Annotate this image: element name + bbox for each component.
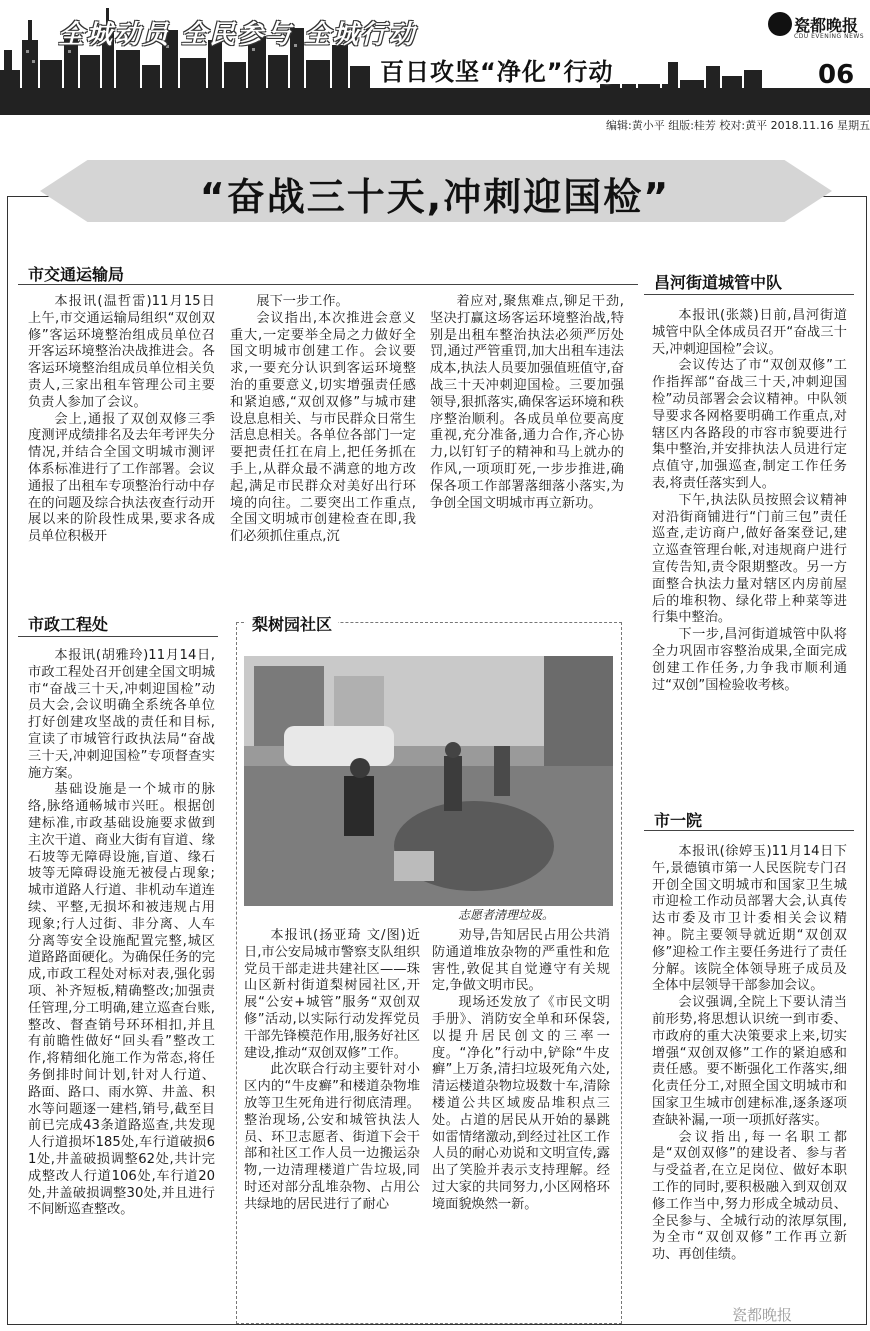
watermark-logo: 瓷都晚报 xyxy=(732,1306,793,1324)
article-lishuyuan-col2 xyxy=(432,928,610,1318)
photo-caption: 志愿者清理垃圾。 xyxy=(458,908,555,922)
header-rule xyxy=(0,113,870,115)
newspaper-subname: CDU EVENING NEWS xyxy=(794,33,865,40)
paragraph: 会议强调,全院上下要认清当前形势,将思想认识统一到市委、市政府的重大决策要求上来,切实增强“双创双修”工作的紧迫感和责任感。要不断强化工作落实,细化责任分工,对照全国文明城市和国家卫生城市创建标准,逐条逐项查缺补漏,一项一项抓好落实。 xyxy=(652,995,847,1128)
frame-border xyxy=(866,196,867,1324)
section-rule xyxy=(18,636,218,637)
paragraph: 此次联合行动主要针对小区内的“牛皮癣”和楼道杂物堆放等卫生死角进行彻底清理。整治现场,公安和城管执法人员、环卫志愿者、街道下会干部和社区工作人员一边搬运杂物,一边清理楼道广告垃圾,同时还对部分乱堆杂物、占用公共绿地的居民进行了耐心 xyxy=(244,1062,420,1212)
page-headline: “奋战三十天,冲刺迎国检” xyxy=(199,175,671,219)
newspaper-name: 瓷都晚报 xyxy=(794,16,859,35)
section-rule xyxy=(18,284,638,285)
paragraph: 会议指出,每一名职工都是“双创双修”的建设者、参与者与受益者,在立足岗位、做好本职工作的同时,要积极融入到双创双修工作当中,努力形成全城动员、全民参与、全城行动的浓厚氛围,为全市“双创双修”工作再立新功、再创佳绩。 xyxy=(652,1129,847,1263)
paragraph: 基础设施是一个城市的脉络,脉络通畅城市兴旺。根据创建标准,市政基础设施要求做到主次干道、商业大街有盲道、缘石坡等无障碍设施,盲道、缘石坡等无障碍设施无被侵占现象;城市道路人行道、非机动车道连续、平整,无损坏和被违规占用现象;行人过街、非分离、人车分离等安全设施配置完整,城区道路路面硬化。为确保任务的完成,市政工程处对标对表,强化弱项、补齐短板,精确整改;加强责任管理,分工明确,建立巡查台账,整改、督查销号环环相扣,并且有前瞻性做好“回头看”整改工作,将精细化施工作为常态,将任务倒排时间计划,针对人行道、路面、路口、雨水箅、井盖、积水等问题逐一建档,销号,截至目前已完成43条道路巡查,共发现人行道损坏185处,车行道破损61处,井盖破损调整62处,共计完成整改人行道106处,车行道20处,井盖破损调整30处,并且进行不间断巡查整改。 xyxy=(28,782,215,1218)
page-number: 06 xyxy=(818,60,855,90)
campaign-title: 百日攻坚“净化”行动 xyxy=(380,58,614,86)
paragraph: 本报讯(扬亚琦 文/图)近日,市公安局城市警察支队组织党员干部走进共建社区——珠山区新村街道梨树园社区,开展“公安+城管”服务“双创双修”活动,以实际行动发挥党员干部先锋模范作用,服务好社区建设,推动“双创双修”工作。 xyxy=(244,928,420,1061)
paragraph: 下午,执法队员按照会议精神对沿街商铺进行“门前三包”责任巡查,走访商户,做好备案登记,建立巡查管理台帐,对违规商户进行宣传告知,责令限期整改。另一方面整合执法力量对辖区内房前屋后的堆积物、绿化带上种菜等进行集中整治。 xyxy=(652,492,847,626)
paragraph: 展下一步工作。 xyxy=(256,294,349,309)
article-transport-col2 xyxy=(230,294,416,594)
paragraph: 本报讯(张燚)日前,昌河街道城管中队全体成员召开“奋战三十天,冲刺迎国检”会议。 xyxy=(652,308,847,357)
section-rule xyxy=(644,294,854,295)
paragraph: 劝导,告知居民占用公共消防通道堆放杂物的严重性和危害性,敦促其自觉遵守有关规定,争做文明市民。 xyxy=(432,928,610,994)
article-changhe xyxy=(652,308,847,786)
paragraph: 本报讯(胡雅玲)11月14日,市政工程处召开创建全国文明城市“奋战三十天,冲刺迎国检”动员大会,会议明确全系统各单位打好创建攻坚战的责任和目标,宣读了市城管行政执法局“奋战三十天,冲刺迎国检”专项督查实施方案。 xyxy=(28,648,215,781)
paragraph: 本报讯(徐婷玉)11月14日下午,景德镇市第一人民医院专门召开创全国文明城市和国家卫生城市迎检工作动员部署大会,认真传达市委及市卫计委相关会议精神。院主要领导就近期“双创双修”迎检工作主要任务进行了责任分解。该院全体领导班子成员及全体中层领导干部参加会议。 xyxy=(652,844,847,994)
editor-meta: 编辑:黄小平 组版:桂芳 校对:黄平 2018.11.16 星期五 xyxy=(606,119,870,132)
article-hospital xyxy=(652,844,847,1320)
section-title-municipal: 市政工程处 xyxy=(28,615,109,634)
section-title-transport: 市交通运输局 xyxy=(28,265,125,284)
newspaper-logo-icon xyxy=(768,12,792,36)
paragraph: 会议传达了市“双创双修”工作指挥部“奋战三十天,冲刺迎国检”动员部署会会议精神。中队领导要求各网格要明确工作重点,对辖区内各路段的市容市貌要进行集中整治,并安排执法人员进行定点值守,加强巡查,制定工作任务表,将责任落实到人。 xyxy=(652,358,847,491)
paragraph: 会上,通报了双创双修三季度测评成绩排名及去年考评失分情况,并结合全国文明城市测评体系标准进行了工作部署。会议通报了出租车专项整治行动中存在的问题及综合执法夜查行动开展以来的阶段性成果,要求各成员单位积极开 xyxy=(28,411,215,545)
news-photo-volunteers xyxy=(244,656,613,906)
paragraph: 着应对,聚焦难点,铆足干劲,坚决打赢这场客运环境整治战,特别是出租车整治执法必须严厉处罚,通过严管重罚,加大出租车违法成本,执法人员要加强值班值守,奋战三十天冲刺迎国检。三要加强领导,狠抓落实,确保客运环境和秩序整治顺利。各成员单位要高度重视,充分准备,通力合作,齐心协力,以钉钉子的精神和马上就办的作风,一项项盯死,一步步推进,确保各项工作部署落细落小落实,为争创全国文明城市再立新功。 xyxy=(430,294,624,511)
section-title-changhe: 昌河街道城管中队 xyxy=(654,273,783,292)
section-title-lishuyuan: 梨树园社区 xyxy=(246,612,338,635)
article-transport-col1 xyxy=(28,294,215,594)
article-municipal xyxy=(28,648,215,1316)
frame-border xyxy=(7,196,8,1324)
article-lishuyuan-col1 xyxy=(244,928,420,1318)
section-rule xyxy=(644,830,854,831)
article-transport-col3 xyxy=(430,294,624,594)
paragraph: 会议指出,本次推进会意义重大,一定要举全局之力做好全国文明城市创建工作。会议要求,一要充分认识到客运环境整治的重要意义,切实增强责任感和紧迫感,“双创双修”与城市建设息息相关、与市民群众日常生活息息相关。各单位各部门一定要把责任扛在肩上,把任务抓在手上,从群众最不满意的地方改起,满足市民群众对美好出行环境的向往。二要突出工作重点,全国文明城市创建检查在即,我们必须抓住重点,沉 xyxy=(230,310,416,545)
paragraph: 现场还发放了《市民文明手册》、消防安全单和环保袋,以提升居民创文的三率一度。“净化”行动中,铲除“牛皮癣”上万条,清扫垃圾死角六处,清运楼道杂物垃圾数十车,清除楼道公共区域废品堆积点三处。占道的居民从开始的暴跳如雷情绪激动,到经过社区工作人员的耐心劝说和文明宣传,露出了笑脸并表示支持理解。经过大家的共同努力,小区网格环境面貌焕然一新。 xyxy=(432,995,610,1212)
photo-illustration xyxy=(244,656,613,906)
paragraph: 本报讯(温哲雷)11月15日上午,市交通运输局组织“双创双修”客运环境整治组成员单位召开客运环境整治决战推进会。各客运环境整治组成员单位相关负责人,三家出租车管理公司主要负责人参加了会议。 xyxy=(28,294,215,410)
paragraph: 下一步,昌河街道城管中队将全力巩固市容整治成果,全面完成创建工作任务,力争我市顺利通过“双创”国检验收考核。 xyxy=(652,627,847,693)
slogan: 全城动员 全民参与 全城行动 xyxy=(58,20,417,50)
section-title-hospital: 市一院 xyxy=(654,811,703,830)
